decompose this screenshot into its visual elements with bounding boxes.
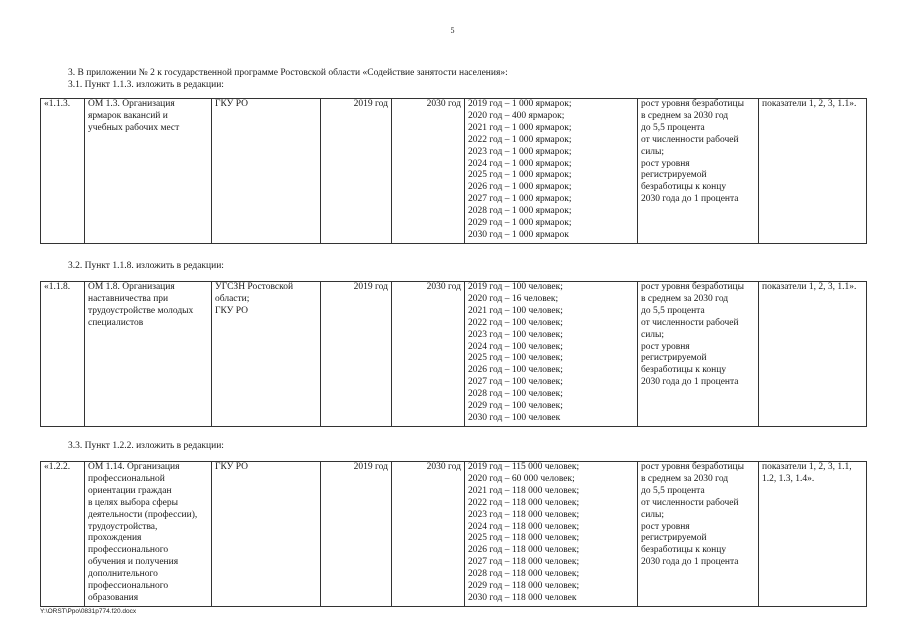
name-line: деятельности (профессии),: [88, 509, 198, 520]
effect-line: силы;: [641, 329, 665, 340]
executor-line: УГСЗН Ростовской: [215, 282, 294, 292]
results-line: 2030 год – 1 000 ярмарок: [468, 229, 569, 240]
results-line: 2028 год – 118 000 человек;: [468, 569, 580, 580]
start-year: 2019 год: [353, 282, 388, 292]
effect-line: от численности рабочей: [641, 134, 739, 145]
name-line: ярмарок вакансий и: [88, 110, 168, 121]
table-row: [41, 282, 867, 427]
expected-results-cell: [465, 462, 638, 607]
table-row: [41, 462, 867, 607]
results-line: 2021 год – 1 000 ярмарок;: [468, 122, 572, 133]
page-number: 5: [450, 26, 455, 35]
results-line: 2028 год – 1 000 ярмарок;: [468, 206, 572, 217]
results-line: 2030 год – 100 человек: [468, 412, 561, 423]
start-year-cell: [321, 462, 392, 607]
name-line: ОМ 1.3. Организация: [88, 99, 175, 109]
end-year: 2030 год: [426, 282, 461, 292]
executor-line: ГКУ РО: [215, 305, 248, 316]
results-line: 2022 год – 100 человек;: [468, 317, 563, 328]
effect-line: 2030 года до 1 процента: [641, 194, 739, 205]
effect-line: до 5,5 процента: [641, 485, 705, 496]
end-year: 2030 год: [426, 462, 461, 472]
results-line: 2024 год – 1 000 ярмарок;: [468, 158, 572, 169]
effect-line: в среднем за 2030 год: [641, 473, 729, 484]
expected-results-cell: [465, 282, 638, 427]
name-line: специалистов: [88, 317, 144, 328]
indicators-line: показатели 1, 2, 3, 1.1».: [762, 282, 857, 292]
effect-line: рост уровня безработицы: [641, 282, 744, 292]
effect-cell: [638, 99, 759, 244]
effect-line: безработицы к концу: [641, 545, 727, 556]
effect-line: до 5,5 процента: [641, 122, 705, 133]
effect-line: силы;: [641, 509, 665, 520]
name-line: профессиональной: [88, 473, 165, 484]
item-number-cell: [41, 282, 85, 427]
name-line: наставничества при: [88, 293, 169, 304]
executor-cell: [212, 99, 321, 244]
name-line: учебных рабочих мест: [88, 122, 180, 133]
table-item-1-1-3: [40, 98, 867, 244]
measure-name-cell: [85, 282, 212, 427]
results-line: 2026 год – 1 000 ярмарок;: [468, 182, 572, 193]
expected-results-cell: [465, 99, 638, 244]
name-line: дополнительного: [88, 569, 158, 580]
results-line: 2020 год – 60 000 человек;: [468, 473, 575, 484]
effect-line: 2030 года до 1 процента: [641, 377, 739, 388]
name-line: ориентации граждан: [88, 485, 172, 496]
effect-line: рост уровня безработицы: [641, 99, 744, 109]
section-3-heading: 3.3. Пункт 1.2.2. изложить в редакции:: [68, 441, 224, 451]
executor-line: ГКУ РО: [215, 99, 248, 109]
effect-line: регистрируемой: [641, 533, 707, 544]
effect-line: рост уровня: [641, 158, 690, 169]
results-line: 2019 год – 100 человек;: [468, 282, 563, 292]
results-line: 2022 год – 1 000 ярмарок;: [468, 134, 572, 145]
results-line: 2021 год – 100 человек;: [468, 305, 563, 316]
results-line: 2029 год – 118 000 человек;: [468, 581, 580, 592]
indicators-line: показатели 1, 2, 3, 1.1».: [762, 99, 857, 109]
name-line: обучения и получения: [88, 557, 179, 568]
effect-line: в среднем за 2030 год: [641, 110, 729, 121]
item-number-cell: [41, 99, 85, 244]
effect-line: регистрируемой: [641, 170, 707, 181]
results-line: 2027 год – 118 000 человек;: [468, 557, 580, 568]
end-year-cell: [392, 99, 465, 244]
name-line: трудоустройства,: [88, 521, 158, 532]
results-line: 2027 год – 1 000 ярмарок;: [468, 194, 572, 205]
section-2-heading: 3.2. Пункт 1.1.8. изложить в редакции:: [68, 261, 224, 271]
section-1-heading: 3.1. Пункт 1.1.3. изложить в редакции:: [68, 80, 224, 90]
results-line: 2026 год – 118 000 человек;: [468, 545, 580, 556]
name-line: образования: [88, 592, 139, 603]
executor-cell: [212, 462, 321, 607]
results-line: 2026 год – 100 человек;: [468, 365, 563, 376]
results-line: 2029 год – 1 000 ярмарок;: [468, 218, 572, 229]
table-item-1-2-2: [40, 461, 867, 607]
results-line: 2019 год – 1 000 ярмарок;: [468, 99, 572, 109]
effect-line: 2030 года до 1 процента: [641, 557, 739, 568]
indicators-cell: [759, 282, 867, 427]
effect-line: регистрируемой: [641, 353, 707, 364]
effect-line: безработицы к концу: [641, 365, 727, 376]
table-item-1-1-8: [40, 281, 867, 427]
effect-line: рост уровня: [641, 341, 690, 352]
name-line: прохождения: [88, 533, 142, 544]
effect-line: рост уровня: [641, 521, 690, 532]
results-line: 2029 год – 100 человек;: [468, 401, 563, 412]
measure-name-cell: [85, 99, 212, 244]
effect-cell: [638, 282, 759, 427]
measure-name-cell: [85, 462, 212, 607]
results-line: 2019 год – 115 000 человек;: [468, 462, 580, 472]
name-line: профессионального: [88, 581, 169, 592]
effect-line: до 5,5 процента: [641, 305, 705, 316]
results-line: 2023 год – 118 000 человек;: [468, 509, 580, 520]
results-line: 2024 год – 118 000 человек;: [468, 521, 580, 532]
executor-line: области;: [215, 293, 250, 304]
indicators-cell: [759, 462, 867, 607]
start-year: 2019 год: [353, 99, 388, 109]
start-year: 2019 год: [353, 462, 388, 472]
results-line: 2023 год – 100 человек;: [468, 329, 563, 340]
table-row: [41, 99, 867, 244]
results-line: 2020 год – 16 человек;: [468, 293, 559, 304]
intro-paragraph: 3. В приложении № 2 к государственной программе Ростовской области «Содействие занятости населения»:: [68, 68, 508, 78]
name-line: в целях выбора сферы: [88, 497, 179, 508]
results-line: 2025 год – 118 000 человек;: [468, 533, 580, 544]
effect-line: силы;: [641, 146, 665, 157]
results-line: 2027 год – 100 человек;: [468, 377, 563, 388]
results-line: 2023 год – 1 000 ярмарок;: [468, 146, 572, 157]
results-line: 2028 год – 100 человек;: [468, 389, 563, 400]
indicators-line: 1.2, 1.3, 1.4».: [762, 473, 815, 484]
start-year-cell: [321, 99, 392, 244]
footer-file-path: Y:\ORST\Ppo\0831p774.f20.docx: [40, 608, 137, 615]
results-line: 2022 год – 118 000 человек;: [468, 497, 580, 508]
results-line: 2025 год – 1 000 ярмарок;: [468, 170, 572, 181]
effect-line: от численности рабочей: [641, 317, 739, 328]
indicators-line: показатели 1, 2, 3, 1.1,: [762, 462, 852, 472]
name-line: трудоустройстве молодых: [88, 305, 194, 316]
name-line: профессионального: [88, 545, 169, 556]
item-number: «1.2.2.: [44, 462, 71, 472]
results-line: 2025 год – 100 человек;: [468, 353, 563, 364]
start-year-cell: [321, 282, 392, 427]
effect-line: безработицы к концу: [641, 182, 727, 193]
item-number-cell: [41, 462, 85, 607]
results-line: 2020 год – 400 ярмарок;: [468, 110, 565, 121]
results-line: 2030 год – 118 000 человек: [468, 592, 577, 603]
item-number: «1.1.8.: [44, 282, 71, 292]
results-line: 2021 год – 118 000 человек;: [468, 485, 580, 496]
effect-cell: [638, 462, 759, 607]
end-year: 2030 год: [426, 99, 461, 109]
effect-line: от численности рабочей: [641, 497, 739, 508]
executor-line: ГКУ РО: [215, 462, 248, 472]
indicators-cell: [759, 99, 867, 244]
executor-cell: [212, 282, 321, 427]
results-line: 2024 год – 100 человек;: [468, 341, 563, 352]
end-year-cell: [392, 462, 465, 607]
end-year-cell: [392, 282, 465, 427]
effect-line: рост уровня безработицы: [641, 462, 744, 472]
name-line: ОМ 1.14. Организация: [88, 462, 180, 472]
name-line: ОМ 1.8. Организация: [88, 282, 175, 292]
effect-line: в среднем за 2030 год: [641, 293, 729, 304]
item-number: «1.1.3.: [44, 99, 71, 109]
